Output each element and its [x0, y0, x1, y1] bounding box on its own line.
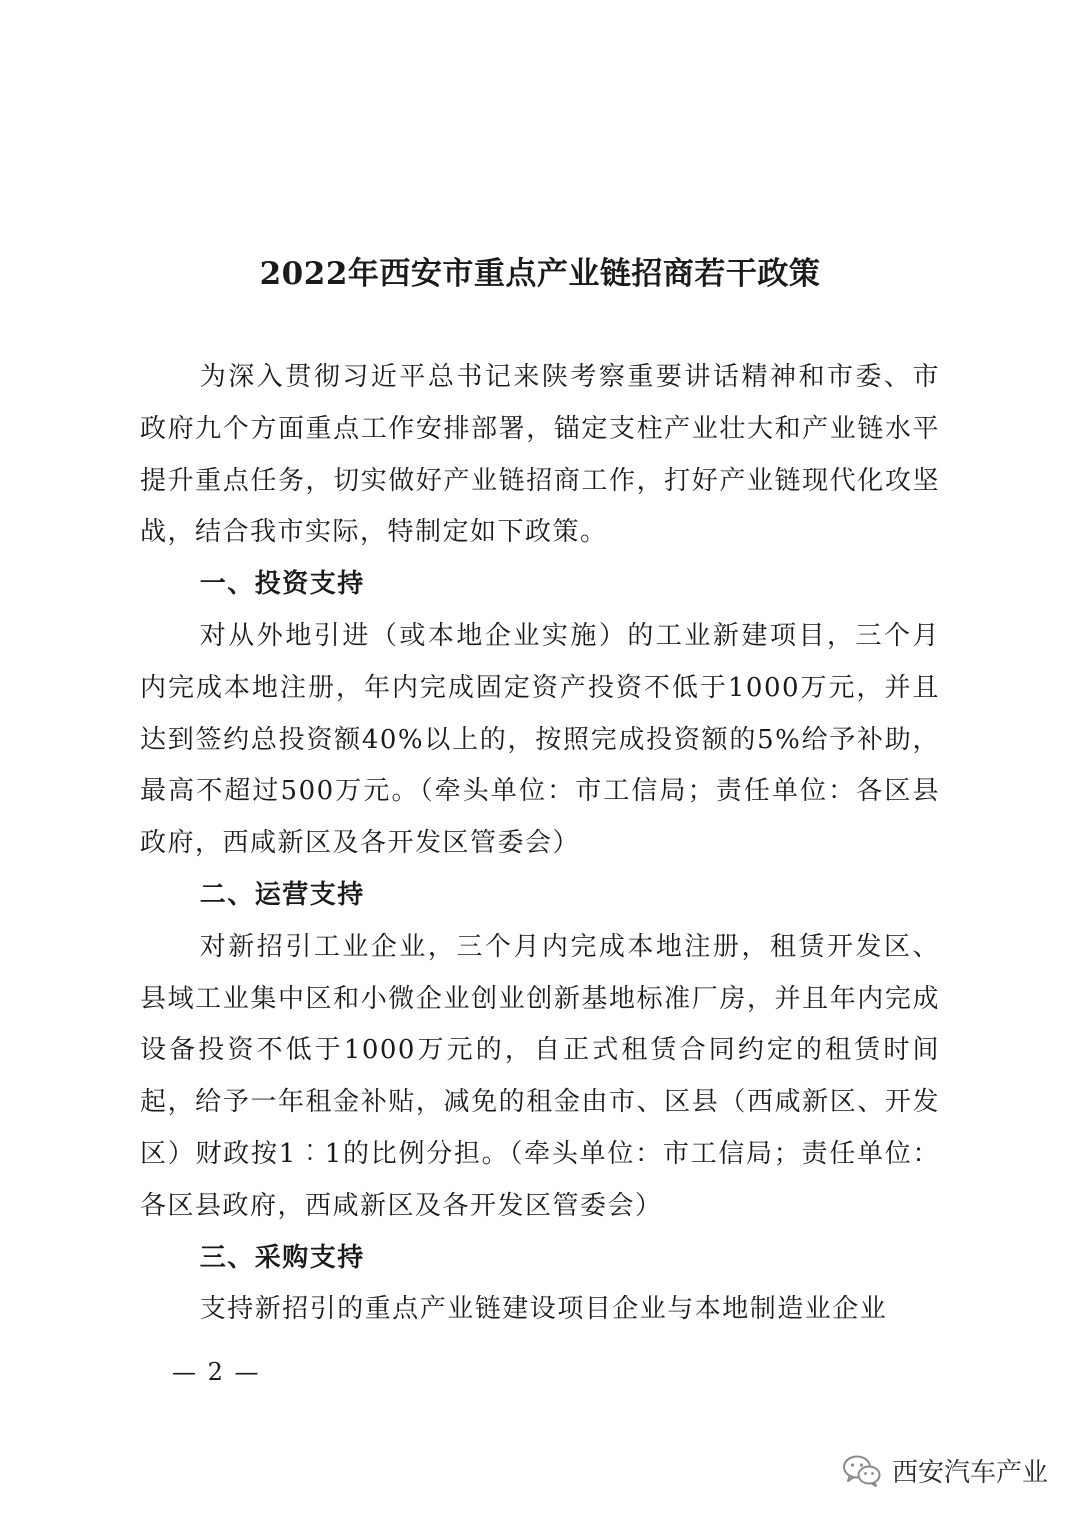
- wechat-watermark: [842, 1452, 1048, 1489]
- section-text-investment: 对从外地引进（或本地企业实施）的工业新建项目，三个月内完成本地注册，年内完成固定资产投资不低于1000万元，并且达到签约总投资额40%以上的，按照完成投资额的5%给予补助，最高不超过500万元。（牵头单位：市工信局；责任单位：各区县政府，西咸新区及各开发区管委会）: [140, 620, 940, 859]
- section-text-procurement: 支持新招引的重点产业链建设项目企业与本地制造业企业: [199, 1294, 888, 1325]
- section-heading-investment: 一、投资支持: [199, 569, 365, 600]
- document-body: [140, 352, 940, 1336]
- page-number: — 2 —: [172, 1358, 261, 1386]
- section-heading-procurement: 三、采购支持: [199, 1242, 365, 1273]
- document-title: 2022年西安市重点产业链招商若干政策: [259, 256, 821, 292]
- section-text-operation: 对新招引工业企业，三个月内完成本地注册，租赁开发区、县域工业集中区和小微企业创业创新基地标准厂房，并且年内完成设备投资不低于1000万元的，自正式租赁合同约定的租赁时间起，给予一年租金补贴，减免的租金由市、区县（西咸新区、开发区）财政按1︰1的比例分担。（牵头单位：市工信局；责任单位：各区县政府，西咸新区及各开发区管委会）: [140, 931, 940, 1221]
- intro-paragraph: 为深入贯彻习近平总书记来陕考察重要讲话精神和市委、市政府九个方面重点工作安排部署，锚定支柱产业壮大和产业链水平提升重点任务，切实做好产业链招商工作，打好产业链现代化攻坚战，结合我市实际，特制定如下政策。: [140, 362, 940, 548]
- section-heading-operation: 二、运营支持: [199, 879, 365, 910]
- wechat-icon: [842, 1454, 882, 1488]
- watermark-account-name: 西安汽车产业: [891, 1458, 1048, 1488]
